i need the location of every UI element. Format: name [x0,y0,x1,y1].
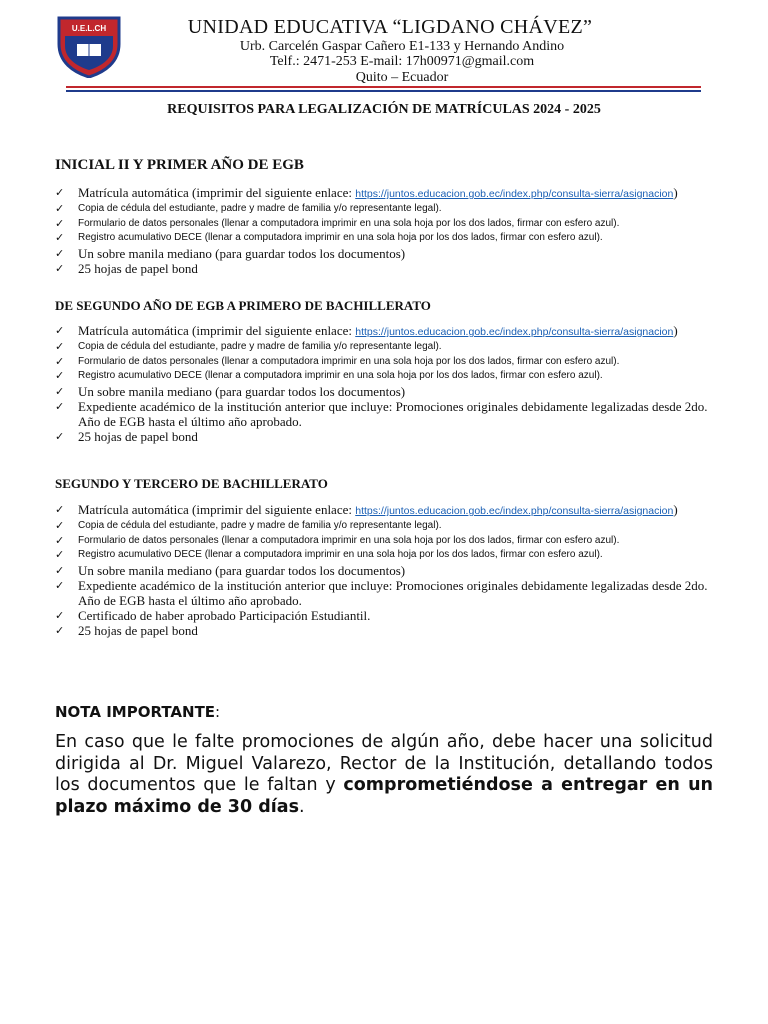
checkmark-icon: ✓ [55,608,65,622]
crest-text: U.E.L.CH [71,24,107,33]
requirements-list-egb [55,323,715,444]
list-item-text: Formulario de datos personales (llenar a computadora imprimir en una sola hoja por los dos lados, firmar con esfero azul). [78,355,620,367]
enrollment-link[interactable]: https://juntos.educacion.gob.ec/index.php/consulta-sierra/asignacion [355,326,674,338]
list-item-text: Copia de cédula del estudiante, padre y madre de familia y/o representante legal). [78,203,442,214]
list-item [55,519,715,534]
checkmark-icon: ✓ [55,369,65,382]
checkmark-icon: ✓ [55,519,65,532]
checkmark-icon: ✓ [55,429,65,443]
checkmark-icon: ✓ [55,563,65,577]
list-item-text: Un sobre manila mediano (para guardar todos los documentos) [78,383,406,399]
list-item [55,534,715,549]
school-address: Urb. Carcelén Gaspar Cañero E1-133 y Hernando Andino [239,39,565,54]
section-title-inicial: INICIAL II Y PRIMER AÑO DE EGB [55,157,304,173]
list-item [55,608,715,623]
checkmark-icon: ✓ [55,261,65,275]
header-divider-red [66,86,701,88]
list-item-text: Un sobre manila mediano (para guardar todos los documentos) [78,562,406,578]
list-item-text: Formulario de datos personales (llenar a computadora imprimir en una sola hoja por los dos lados, firmar con esfero azul). [78,534,620,546]
school-city: Quito – Ecuador [355,70,449,85]
list-item-text: Un sobre manila mediano (para guardar todos los documentos) [78,245,406,261]
list-item [55,202,715,217]
checkmark-icon: ✓ [55,623,65,637]
checkmark-icon: ✓ [55,533,65,547]
note-body-emphasis: comprometiéndose a entregar en un plazo máximo de 30 días [55,775,713,817]
list-item [55,231,715,246]
checkmark-icon: ✓ [55,503,65,516]
checkmark-icon: ✓ [55,246,65,260]
checkmark-icon: ✓ [55,202,65,215]
school-name: UNIDAD EDUCATIVA “LIGDANO CHÁVEZ” [187,16,593,38]
list-item-text: Matrícula automática (imprimir del siguiente enlace: [78,323,356,338]
list-item [55,578,715,608]
list-item-text: Matrícula automática (imprimir del siguiente enlace: [78,502,356,517]
list-item-text: Registro acumulativo DECE (llenar a computadora imprimir en una sola hoja por los dos lados, firmar con esfero azul). [78,370,603,381]
list-item-text-end: ) [673,323,678,338]
list-item-text: 25 hojas de papel bond [78,260,198,276]
checkmark-icon: ✓ [55,216,65,230]
list-item-text: Expediente académico de la institución anterior que incluye: Promociones originales debidamente legalizadas desde 2do. Año de EGB hasta el último año aprobado. [78,398,708,429]
list-item [55,548,715,563]
list-item-text: Certificado de haber aprobado Participación Estudiantil. [78,607,371,623]
list-item [55,217,715,232]
list-item [55,623,715,638]
checkmark-icon: ✓ [55,548,65,561]
list-item [55,429,715,444]
note-label [55,703,220,721]
note-label-colon: : [215,703,221,721]
list-item-text-end: ) [673,185,678,200]
list-item [55,340,715,355]
list-item-text: Registro acumulativo DECE (llenar a computadora imprimir en una sola hoja por los dos lados, firmar con esfero azul). [78,549,603,560]
list-item-text: Registro acumulativo DECE (llenar a computadora imprimir en una sola hoja por los dos lados, firmar con esfero azul). [78,232,603,243]
header-divider-blue [66,90,701,92]
list-item-text: Formulario de datos personales (llenar a computadora imprimir en una sola hoja por los dos lados, firmar con esfero azul). [78,217,620,229]
checkmark-icon: ✓ [55,231,65,244]
checkmark-icon: ✓ [55,384,65,398]
note-body [55,732,713,818]
note-body-text: En caso que le falte promociones de algún año, debe hacer una solicitud dirigida al Dr. Miguel Valarezo, Rector de la Institución, detallando todos los documentos que le faltan y [55,732,713,795]
note-label-text: NOTA IMPORTANTE [55,703,216,721]
section-title-bachillerato: SEGUNDO Y TERCERO DE BACHILLERATO [55,476,328,491]
list-item [55,399,715,429]
enrollment-link[interactable]: https://juntos.educacion.gob.ec/index.php/consulta-sierra/asignacion [355,188,674,200]
list-item [55,261,715,276]
list-item [55,246,715,261]
list-item [55,502,715,519]
enrollment-link[interactable]: https://juntos.educacion.gob.ec/index.php/consulta-sierra/asignacion [355,505,674,517]
list-item [55,323,715,340]
list-item [55,355,715,370]
requirements-list-bachillerato [55,502,715,638]
list-item-text: Copia de cédula del estudiante, padre y madre de familia y/o representante legal). [78,341,442,352]
checkmark-icon: ✓ [55,186,65,199]
list-item-text-end: ) [673,502,678,517]
list-item-text: Matrícula automática (imprimir del siguiente enlace: [78,185,356,200]
list-item [55,384,715,399]
list-item-text: Expediente académico de la institución anterior que incluye: Promociones originales debidamente legalizadas desde 2do. Año de EGB hasta el último año aprobado. [78,577,708,608]
list-item-text: 25 hojas de papel bond [78,622,198,638]
section-title-egb: DE SEGUNDO AÑO DE EGB A PRIMERO DE BACHILLERATO [55,298,431,313]
note-body-end: . [299,796,305,817]
list-item [55,185,715,202]
list-item [55,563,715,578]
list-item-text: Copia de cédula del estudiante, padre y madre de familia y/o representante legal). [78,520,442,531]
list-item [55,369,715,384]
checkmark-icon: ✓ [55,340,65,353]
list-item-text: 25 hojas de papel bond [78,428,198,444]
document-title: REQUISITOS PARA LEGALIZACIÓN DE MATRÍCULAS 2024 - 2025 [167,102,601,117]
checkmark-icon: ✓ [55,324,65,337]
school-phone-email: Telf.: 2471-253 E-mail: 17h00971@gmail.com [269,54,535,69]
checkmark-icon: ✓ [55,578,65,592]
requirements-list-inicial [55,185,715,276]
school-crest-logo [55,14,123,78]
checkmark-icon: ✓ [55,354,65,368]
checkmark-icon: ✓ [55,399,65,413]
